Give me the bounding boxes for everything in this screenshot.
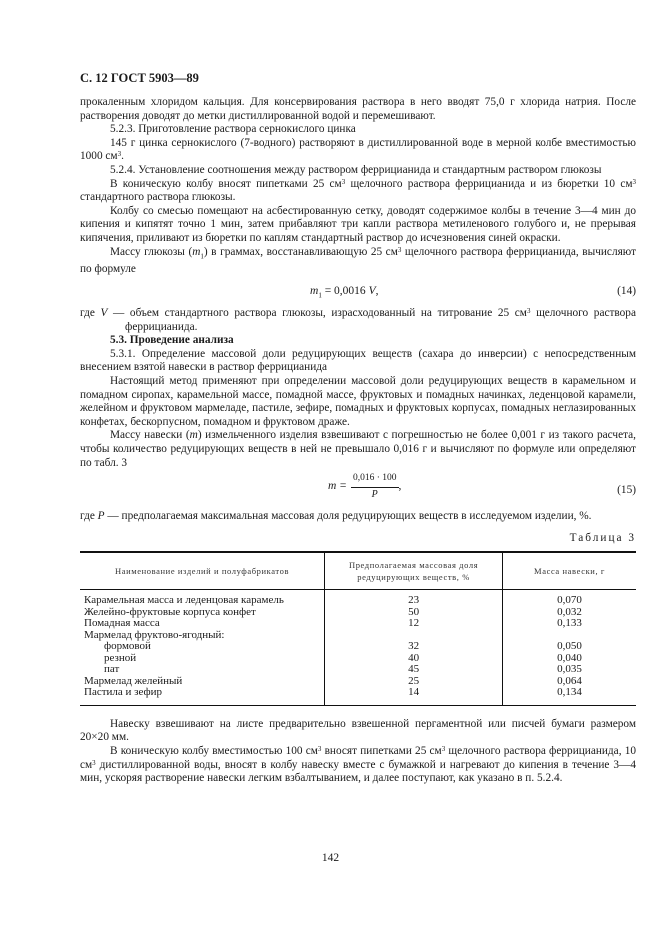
column-header: Наименование изделий и полуфабрикатов — [80, 552, 325, 590]
table-cell-mass: 0,040 — [503, 653, 636, 665]
table-cell-mass: 0,133 — [503, 618, 636, 630]
formula-14: $m_1 = 0,0016$ V, (14) — [310, 284, 636, 300]
paragraph: Колбу со смесью помещают на асбестированную сетку, доводят содержимое колбы в течение 3—4 мин до кипения и кипятят точно 1 мин, затем прибавляют три капли раствора метиленового голубого и, не прерывая кипячения, приливают из бюретки по каплям стандартный раствор до исчезновения синей окраски. — [80, 204, 636, 244]
subsection-heading: 5.2.3. Приготовление раствора сернокислого цинка — [110, 123, 356, 136]
table-cell-share: 23 — [325, 590, 503, 607]
paragraph: 145 г цинка сернокислого (7-водного) растворяют в дистиллированной воде в мерной колбе вместимостью 1000 $см^3$. — [80, 136, 636, 163]
paragraph: Массу навески (m) измельченного изделия взвешивают с погрешностью не более 0,001 г из такого расчета, чтобы количество редуцирующих веществ в ней не превышало 0,016 г и вычисляют по формуле или определяют по табл. 3 — [80, 429, 637, 469]
formula-number: (15) — [617, 484, 636, 497]
paragraph: В коническую колбу вносят пипетками 25 $см^3$ щелочного раствора феррицианида и из бюретки 10 $см^3$ стандартного раствора глюкозы. — [80, 177, 637, 204]
table-cell-mass: 0,050 — [503, 641, 636, 653]
table-cell-name: Желейно-фруктовые корпуса конфет — [84, 605, 256, 618]
table-cell-mass: 0,070 — [503, 590, 636, 607]
table-cell-name: пат — [104, 663, 120, 676]
table-cell-mass: 0,035 — [503, 664, 636, 676]
paragraph: Навеску взвешивают на листе предварительно взвешенной пергаментной или писчей бумаги размером 20×20 мм. — [80, 717, 636, 744]
table-cell-name: формовой — [104, 640, 151, 653]
table-row — [80, 653, 636, 665]
table-cell-share: 40 — [325, 653, 503, 665]
table-row — [80, 630, 636, 642]
table-cell-mass: 0,134 — [503, 687, 636, 705]
section-heading: 5.3. Проведение анализа — [110, 334, 234, 347]
subsection-heading: 5.2.4. Установление соотношения между раствором феррицианида и стандартным раствором глюкозы — [110, 163, 602, 176]
table-cell-share: 25 — [325, 676, 503, 688]
paragraph: Настоящий метод применяют при определении массовой доли редуцирующих веществ в карамельном и помадном сиропах, карамельной массе, помадной массе, фруктовых и помадных начинках, леденцовой карамели, желейном и фруктовом мармеладе, пастиле, зефире, помадных и фруктовых корпусах, помадных неглазированных конфетах, бескорпусном, помадном и фруктовом драже. — [80, 374, 636, 428]
table-row — [80, 676, 636, 688]
table-cell-share: 14 — [325, 687, 503, 705]
formula-number: (14) — [617, 284, 636, 297]
table-cell-share: 12 — [325, 618, 503, 630]
table-cell-name: резной — [104, 651, 137, 664]
table-cell-name: Мармелад фруктово-ягодный: — [84, 628, 225, 641]
table-cell-share: 50 — [325, 607, 503, 619]
paragraph: В коническую колбу вместимостью 100 $см^3$ вносят пипетками 25 $см^3$ щелочного раствора феррицианида, 10 $см^3$ дистиллированной воды, вносят в колбу навеску вместе с бумажкой и нагревают до кипения в течение 3—4 мин, ускоряя растворение навески легким взбалтыванием, и далее поступают, как указано в п. 5.2.4. — [80, 744, 637, 785]
document-body — [80, 96, 636, 786]
column-header: Масса навески, г — [503, 552, 636, 590]
table-row — [80, 641, 636, 653]
table-title: Таблица 3 — [569, 531, 636, 544]
formula-legend: где V — объем стандартного раствора глюкозы, израсходованный на титрование 25 $см^3$ щелочного раствора феррицианида. — [80, 306, 636, 333]
table-cell-name: Пастила и зефир — [84, 686, 163, 699]
table-row — [80, 607, 636, 619]
table-row — [80, 687, 636, 705]
column-header: Предполагаемая массовая доля редуцирующих веществ, % — [325, 552, 503, 590]
table-row — [80, 590, 636, 607]
paragraph: 5.3.1. Определение массовой доли редуцирующих веществ (сахара до инверсии) с непосредственным внесением взятой навески в раствор феррицианида — [80, 347, 636, 374]
page-number: 142 — [321, 852, 340, 864]
paragraph: прокаленным хлоридом кальция. Для консервирования раствора в него вводят 75,0 г хлорида натрия. После растворения доводят до метки дистиллированной водой и перемешивают. — [80, 96, 636, 122]
formula-legend: где P — предполагаемая максимальная массовая доля редуцирующих веществ в исследуемом изделии, %. — [80, 510, 592, 523]
table-cell-share: 45 — [325, 664, 503, 676]
paragraph: Массу глюкозы $(m_1)$ в граммах, восстанавливающую 25 $см^3$ щелочного раствора феррицианида, вычисляют по формуле — [80, 245, 637, 276]
table-cell-share: 32 — [325, 641, 503, 653]
table-3 — [80, 551, 636, 706]
page-header: С. 12 ГОСТ 5903—89 — [80, 71, 199, 85]
table-cell-name: Помадная масса — [84, 617, 160, 630]
table-cell-name: Карамельная масса и леденцовая карамель — [84, 594, 284, 607]
table-cell-mass: 0,064 — [503, 676, 636, 688]
table-cell-name: Мармелад желейный — [84, 674, 183, 687]
formula-15: m = $\frac{0,016 \cdot 100}{P}$ , (15) — [328, 473, 636, 500]
table-cell-mass: 0,032 — [503, 607, 636, 619]
